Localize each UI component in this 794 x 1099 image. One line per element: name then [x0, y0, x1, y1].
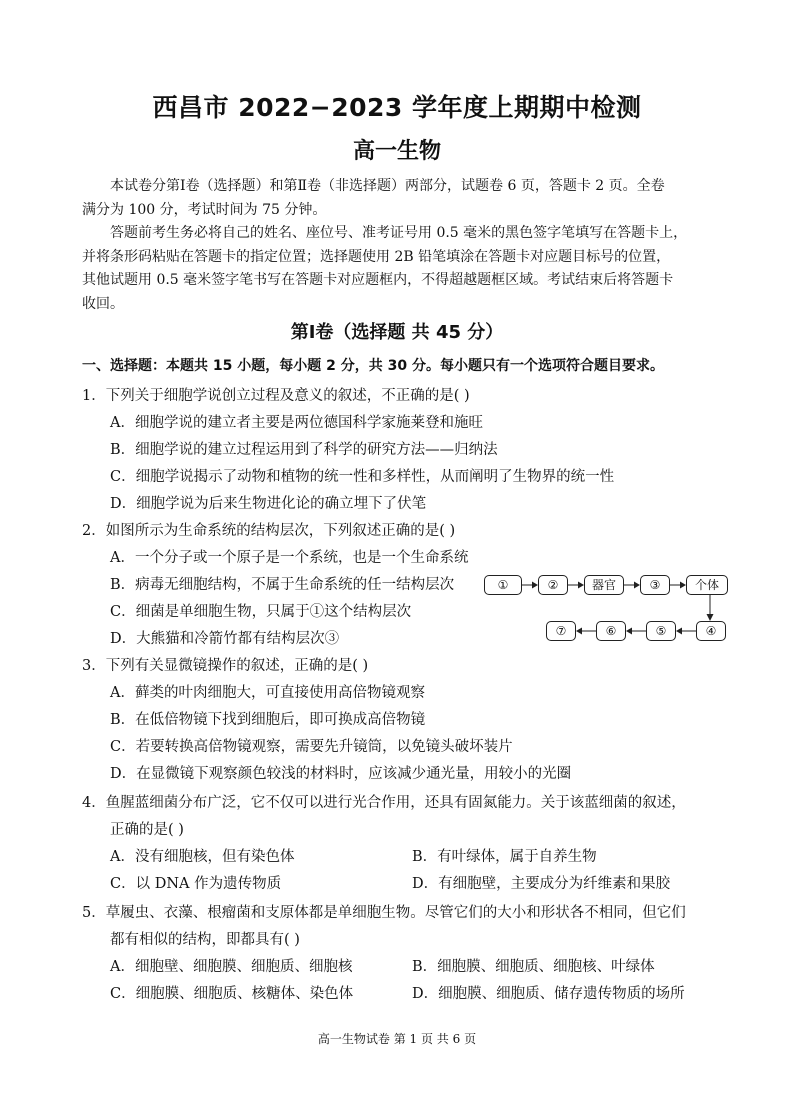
arrow-right-icon [522, 580, 538, 590]
section-title: 第Ⅰ卷（选择题 共 45 分） [290, 322, 504, 343]
question-option: D．有细胞壁，主要成分为纤维素和果胶 [412, 876, 671, 892]
arrow-left-icon [626, 626, 646, 636]
diagram-box: 器官 [584, 575, 624, 595]
intro-text: 本试卷分第Ⅰ卷（选择题）和第Ⅱ卷（非选择题）两部分，试题卷 6 页，答题卡 2 页。全卷 [110, 178, 665, 194]
question-option: C．细胞膜、细胞质、核糖体、染色体 [110, 986, 354, 1002]
question-option: B．病毒无细胞结构，不属于生命系统的任一结构层次 [110, 577, 455, 593]
question-option: A．细胞学说的建立者主要是两位德国科学家施莱登和施旺 [110, 415, 483, 431]
page-subtitle: 高一生物 [352, 139, 441, 164]
question-option: B．细胞膜、细胞质、细胞核、叶绿体 [412, 959, 655, 975]
arrow-down-icon [706, 595, 714, 621]
question-stem: 3．下列有关显微镜操作的叙述，正确的是( ) [82, 658, 369, 674]
life-system-diagram [482, 566, 732, 648]
question-option: D．细胞膜、细胞质、储存遗传物质的场所 [412, 986, 685, 1002]
question-option: A．没有细胞核，但有染色体 [110, 849, 295, 865]
question-stem: 4．鱼腥蓝细菌分布广泛，它不仅可以进行光合作用，还具有固氮能力。关于该蓝细菌的叙述， [82, 795, 686, 811]
question-option: C．细胞学说揭示了动物和植物的统一性和多样性，从而阐明了生物界的统一性 [110, 469, 615, 485]
arrow-right-icon [624, 580, 640, 590]
question-option: B．在低倍物镜下找到细胞后，即可换成高倍物镜 [110, 712, 426, 728]
intro-text: 答题前考生务必将自己的姓名、座位号、准考证号用 0.5 毫米的黑色签字笔填写在答题卡上， [110, 225, 688, 241]
intro-paragraph-1 [82, 175, 718, 222]
diagram-box: ② [538, 575, 568, 595]
question-stem: 都有相似的结构，即都具有( ) [110, 932, 300, 948]
intro-paragraph-2 [82, 222, 718, 316]
question-stem: 5．草履虫、衣藻、根瘤菌和支原体都是单细胞生物。尽管它们的大小和形状各不相同，但它们 [82, 905, 686, 921]
page-footer: 高一生物试卷 第 1 页 共 6 页 [317, 1032, 477, 1046]
arrow-left-icon [676, 626, 696, 636]
question-option: A．一个分子或一个原子是一个系统，也是一个生命系统 [110, 550, 469, 566]
question-stem: 正确的是( ) [110, 822, 184, 838]
question-option: C．以 DNA 作为遗传物质 [110, 876, 282, 892]
question-option: B．有叶绿体，属于自养生物 [412, 849, 597, 865]
arrow-right-icon [568, 580, 584, 590]
question-option: B．细胞学说的建立过程运用到了科学的研究方法——归纳法 [110, 442, 498, 458]
question-option: A．藓类的叶肉细胞大，可直接使用高倍物镜观察 [110, 685, 425, 701]
question-option: A．细胞壁、细胞膜、细胞质、细胞核 [110, 959, 353, 975]
question-option: C．细菌是单细胞生物，只属于①这个结构层次 [110, 604, 412, 620]
question-stem: 1．下列关于细胞学说创立过程及意义的叙述，不正确的是( ) [82, 388, 470, 404]
question-option: D．大熊猫和冷箭竹都有结构层次③ [110, 631, 340, 647]
question-option: C．若要转换高倍物镜观察，需要先升镜筒，以免镜头破坏装片 [110, 739, 513, 755]
diagram-box: ① [484, 575, 522, 595]
question-option: D．细胞学说为后来生物进化论的确立埋下了伏笔 [110, 496, 427, 512]
intro-text: 其他试题用 0.5 毫米签字笔书写在答题卡对应题框内，不得超越题框区域。考试结束后将答题卡 [82, 272, 674, 288]
page-title: 西昌市 2022−2023 学年度上期期中检测 [152, 93, 642, 122]
intro-text: 并将条形码粘贴在答题卡的指定位置；选择题使用 2B 铅笔填涂在答题卡对应题目标号的位置， [82, 248, 671, 265]
arrow-left-icon [576, 626, 596, 636]
question-stem: 2．如图所示为生命系统的结构层次，下列叙述正确的是( ) [82, 523, 456, 539]
question-option: D．在显微镜下观察颜色较浅的材料时，应该减少通光量，用较小的光圈 [110, 766, 572, 782]
diagram-box: ⑤ [646, 621, 676, 641]
intro-text: 收回。 [82, 295, 124, 312]
diagram-box: ③ [640, 575, 670, 595]
intro-text: 满分为 100 分，考试时间为 75 分钟。 [82, 201, 327, 218]
diagram-box: ⑦ [546, 621, 576, 641]
section-instruction: 一、选择题：本题共 15 小题，每小题 2 分，共 30 分。每小题只有一个选项符合题目要求。 [82, 358, 664, 374]
diagram-box: 个体 [686, 575, 728, 595]
diagram-box: ⑥ [596, 621, 626, 641]
arrow-right-icon [670, 580, 686, 590]
diagram-box: ④ [696, 621, 726, 641]
